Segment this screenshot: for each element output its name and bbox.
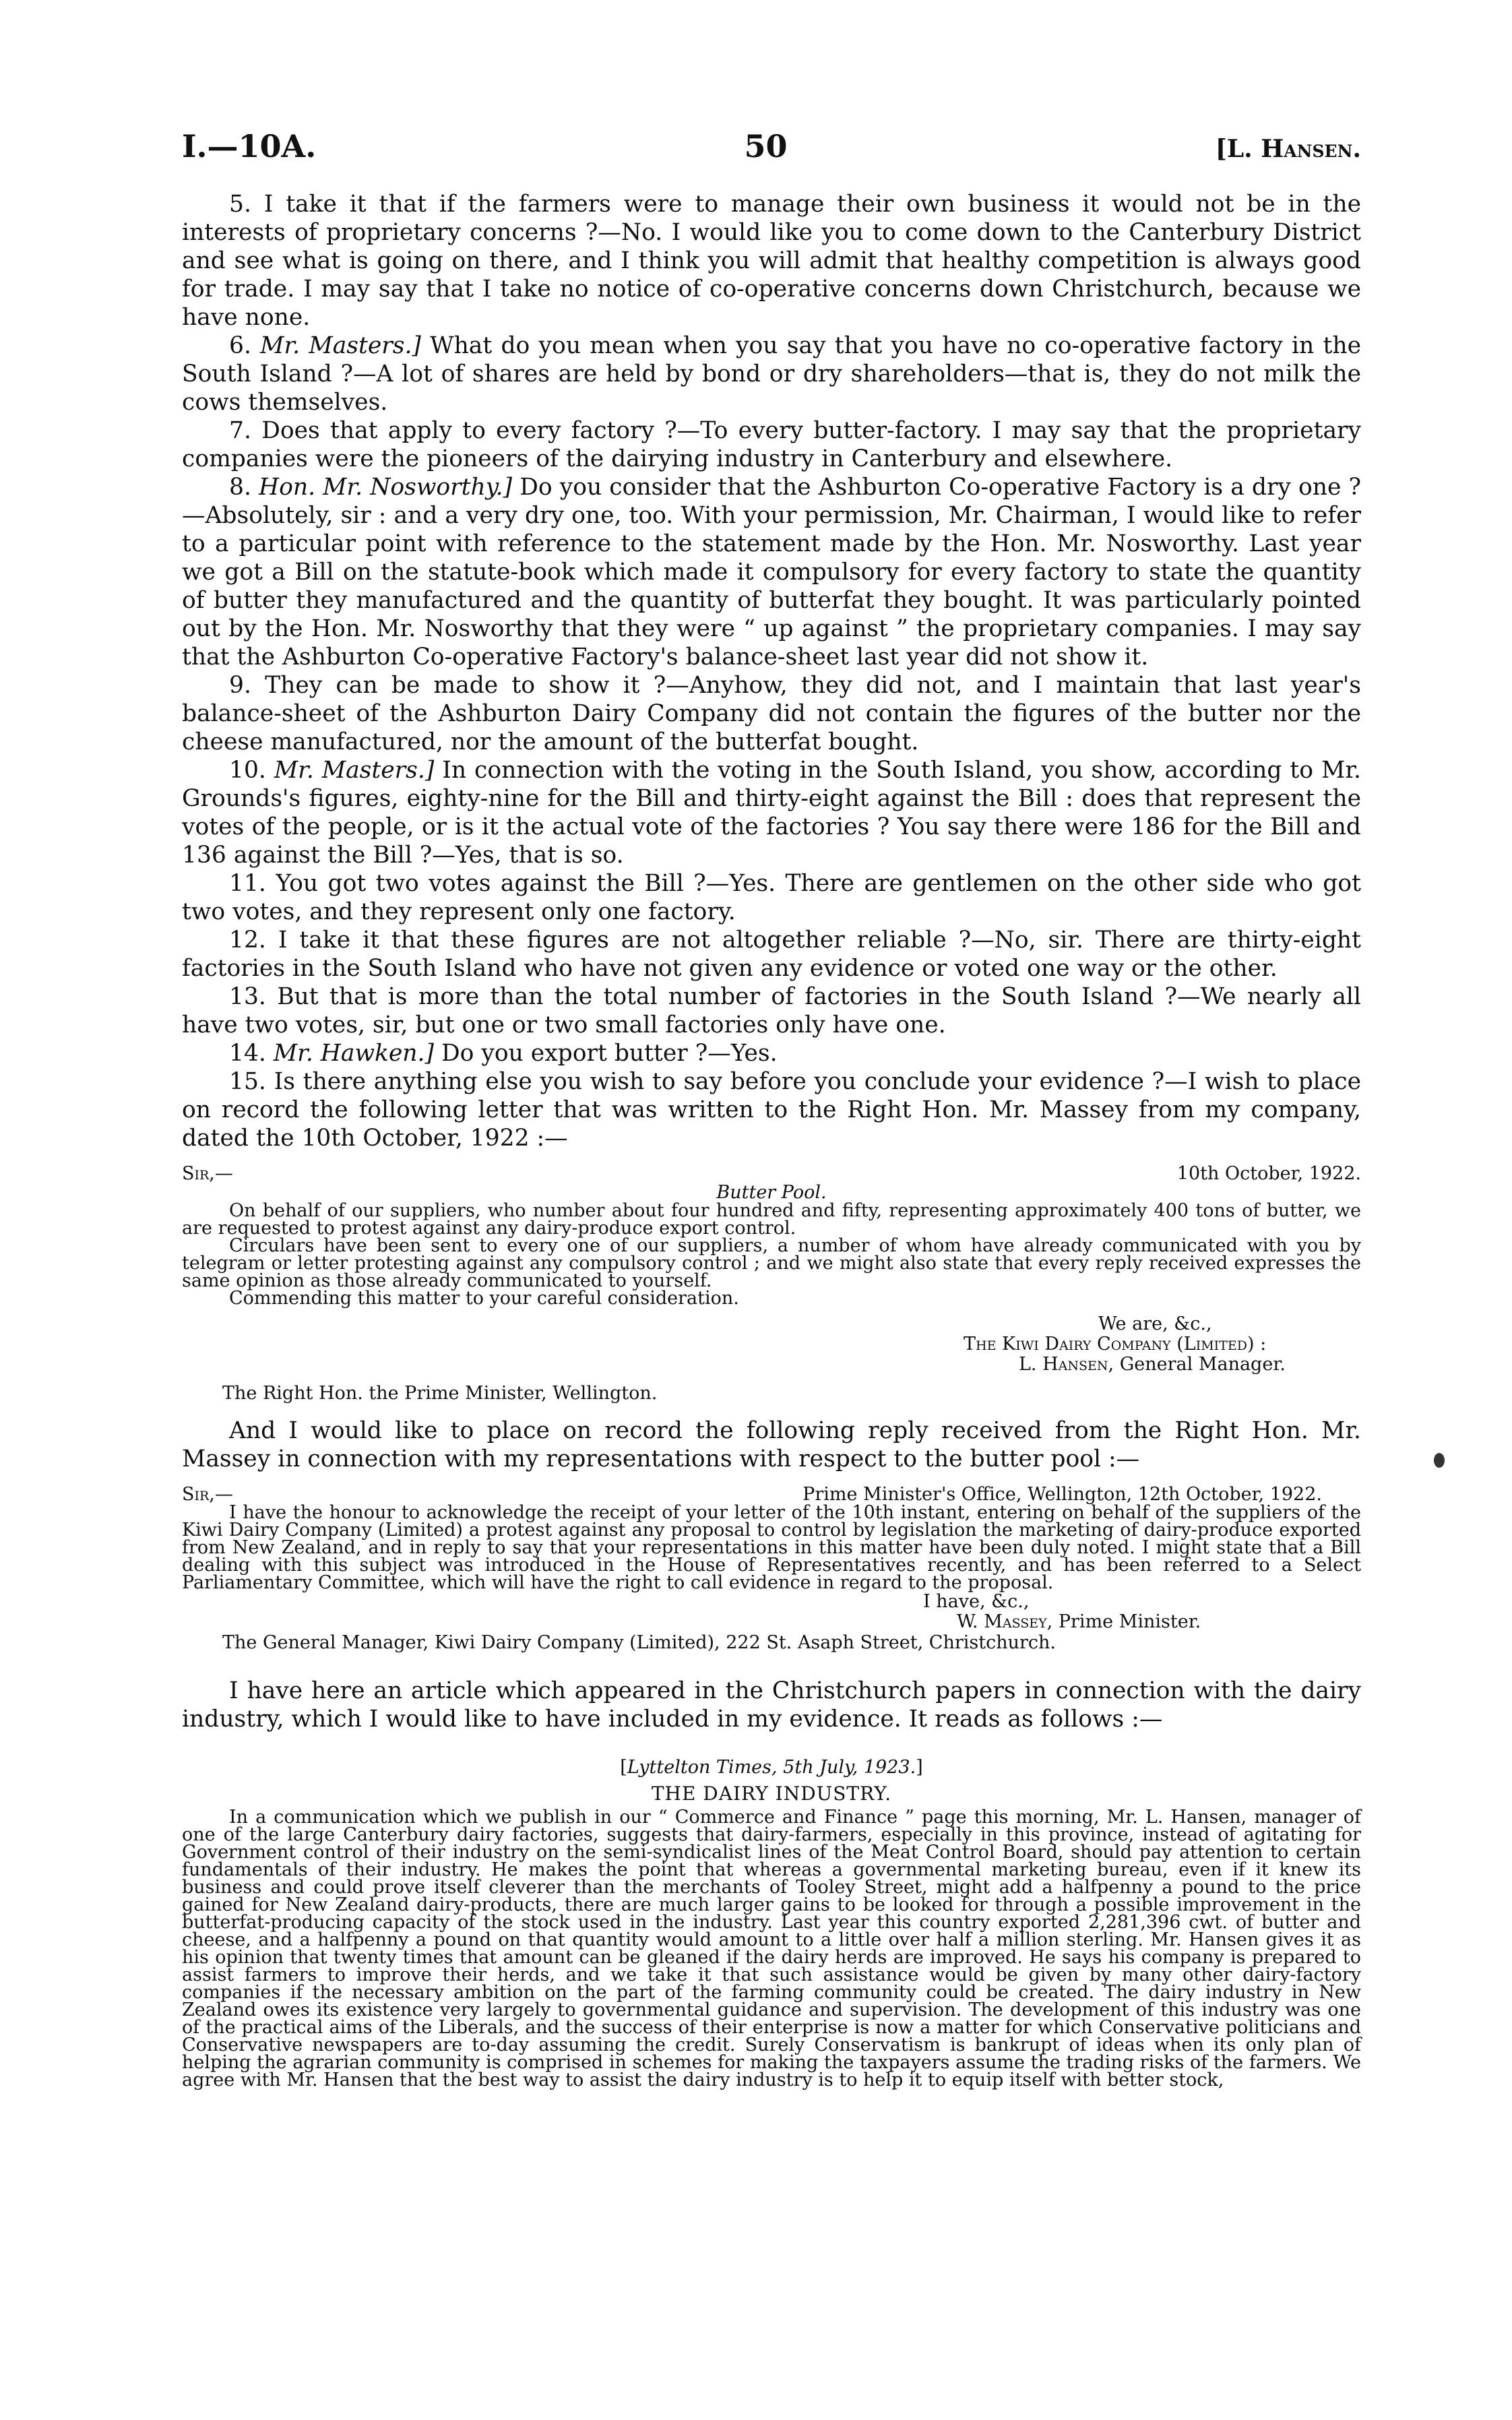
question-14: 14. Mr. Hawken.] Do you export butter ?—Yes. xyxy=(229,1040,778,1067)
letter1-paragraph: On behalf of our suppliers, who number about four hundred and fifty, representing approximately 400 tons of butter, we are requested to protest against any dairy-produce export control. xyxy=(182,1200,1361,1239)
letter1-subject: Butter Pool. xyxy=(716,1182,827,1203)
letter1-paragraph: Circulars have been sent to every one of our suppliers, a number of whom have already communicated with you by telegram or letter protesting against any compulsory control ; and we might also state that every reply received expresses the same opinion as those already communicated to yourself. xyxy=(182,1235,1361,1291)
letter2-place-date: Prime Minister's Office, Wellington, 12th October, 1922. xyxy=(802,1484,1322,1505)
letter2-body: I have the honour to acknowledge the receipt of your letter of the 10th instant, entering on behalf of the suppliers of the Kiwi Dairy Company (Limited) a protest against any proposal to control by legislation the marketing of dairy-produce exported from New Zealand, and in reply to say that your representations in this matter have been duly noted. I might state that a Bill dealing with this subject was introduced in the House of Representatives recently, and has been referred to a Select Parliamentary Committee, which will have the right to call evidence in regard to the proposal. xyxy=(182,1502,1361,1593)
article-body: In a communication which we publish in our “ Commerce and Finance ” page this morning, Mr. L. Hansen, manager of one of the large Canterbury dairy factories, suggests that dairy-farmers, especially in this province, instead of agitating for Government control of their industry on the semi-syndicalist lines of the Meat Control Board, should pay attention to certain fundamentals of their industry. He makes the point that whereas a governmental marketing bureau, even if it knew its business and could prove itself cleverer than the merchants of Tooley Street, might add a halfpenny a pound to the price gained for New Zealand dairy-products, there are much larger gains to be looked for through a possible improvement in the butterfat-producing capacity of the stock used in the industry. Last year this country exported 2,281,396 cwt. of butter and cheese, and a halfpenny a pound on that quantity would amount to a little over half a million sterling. Mr. Hansen gives it as his opinion that twenty times that amount can be gleaned if the dairy herds are improved. He says his company is prepared to assist farmers to improve their herds, and we take it that such assistance would be given by many other dairy-factory companies if the necessary ambition on the part of the farming community could be created. The dairy industry in New Zealand owes its existence very largely to governmental guidance and supervision. The development of this industry was one of the practical aims of the Liberals, and the success of their enterprise is now a matter for which Conservative politicians and Conservative newspapers are to-day assuming the credit. Surely Conservatism is bankrupt of ideas when its only plan of helping the agrarian community is comprised in schemes for making the taxpayers assume the trading risks of the farmers. We agree with Mr. Hansen that the best way to assist the dairy industry is to help it to equip itself with better stock, xyxy=(182,1807,1361,2090)
question-9: 9. They can be made to show it ?—Anyhow, they did not, and I maintain that last year's balance-sheet of the Ashburton Dairy Company did not contain the figures of the butter nor the cheese manufactured, nor the amount of the butterfat bought. xyxy=(182,672,1361,755)
letter2-salutation: Sir,— xyxy=(182,1484,233,1505)
page-header xyxy=(182,128,1361,164)
intro-reply: And I would like to place on record the following reply received from the Right Hon. Mr. Massey in connection with my representations with respect to the butter pool :— xyxy=(182,1417,1361,1472)
margin-ink-mark xyxy=(1434,1453,1445,1468)
intro-article: I have here an article which appeared in the Christchurch papers in connection with the dairy industry, which I would like to have included in my evidence. It reads as follows :— xyxy=(182,1677,1361,1733)
document-page xyxy=(182,128,1361,2089)
letter2-signoff: I have, &c., W. Massey, Prime Minister. xyxy=(923,1591,1201,1632)
article-source: [Lyttelton Times, 5th July, 1923.] xyxy=(620,1757,923,1778)
letter-kiwi-dairy xyxy=(182,1165,1361,1403)
letter2-addressee: The General Manager, Kiwi Dairy Company (Limited), 222 St. Asaph Street, Christchurch. xyxy=(222,1632,1056,1653)
question-13: 13. But that is more than the total number of factories in the South Island ?—We nearly all have two votes, sir, but one or two small factories only have one. xyxy=(182,983,1361,1038)
newspaper-article xyxy=(182,1758,1361,2089)
question-6: 6. Mr. Masters.] What do you mean when you say that you have no co-operative factory in the South Island ?—A lot of shares are held by bond or dry shareholders—that is, they do not milk the cows themselves. xyxy=(182,332,1361,416)
question-12: 12. I take it that these figures are not altogether reliable ?—No, sir. There are thirty-eight factories in the South Island who have not given any evidence or voted one way or the other. xyxy=(182,927,1361,982)
letter-prime-minister xyxy=(182,1485,1361,1652)
letter1-salutation: Sir,— xyxy=(182,1163,233,1184)
question-11: 11. You got two votes against the Bill ?—Yes. There are gentlemen on the other side who got two votes, and they represent only one factory. xyxy=(182,870,1362,925)
question-5: 5. I take it that if the farmers were to manage their own business it would not be in the interests of proprietary concerns ?—No. I would like you to come down to the Canterbury District and see what is going on there, and I think you will admit that healthy competition is always good for trade. I may say that I take no notice of co-operative concerns down Christchurch, because we have none. xyxy=(182,191,1362,331)
paper-reference: I.—10A. xyxy=(182,128,317,164)
article-title: THE DAIRY INDUSTRY. xyxy=(651,1782,892,1805)
letter1-paragraph: Commending this matter to your careful consideration. xyxy=(229,1288,739,1309)
witness-name: [L. Hansen. xyxy=(1215,135,1361,163)
letter1-date: 10th October, 1922. xyxy=(1176,1163,1361,1184)
letter1-addressee: The Right Hon. the Prime Minister, Wellington. xyxy=(222,1383,658,1404)
letter1-signoff: We are, &c., The Kiwi Dairy Company (Limited) : L. Hansen, General Manager. xyxy=(964,1313,1286,1375)
question-8: 8. Hon. Mr. Nosworthy.] Do you consider that the Ashburton Co-operative Factory is a dry one ? —Absolutely, sir : and a very dry one, too. With your permission, Mr. Chairman, I would like to refer to a particular point with reference to the statement made by the Hon. Mr. Nosworthy. Last year we got a Bill on the statute-book which made it compulsory for every factory to state the quantity of butter they manufactured and the quantity of butterfat they bought. It was particularly pointed out by the Hon. Mr. Nosworthy that they were “ up against ” the proprietary companies. I may say that the Ashburton Co-operative Factory's balance-sheet last year did not show it. xyxy=(182,474,1361,671)
question-15: 15. Is there anything else you wish to say before you conclude your evidence ?—I wish to place on record the following letter that was written to the Right Hon. Mr. Massey from my company, dated the 10th October, 1922 :— xyxy=(182,1068,1362,1152)
question-7: 7. Does that apply to every factory ?—To every butter-factory. I may say that the proprietary companies were the pioneers of the dairying industry in Canterbury and elsewhere. xyxy=(182,417,1361,472)
question-10: 10. Mr. Masters.] In connection with the voting in the South Island, you show, according to Mr. Grounds's figures, eighty-nine for the Bill and thirty-eight against the Bill : does that represent the votes of the people, or is it the actual vote of the factories ? You say there were 186 for the Bill and 136 against the Bill ?—Yes, that is so. xyxy=(182,757,1361,869)
page-number: 50 xyxy=(744,128,788,164)
